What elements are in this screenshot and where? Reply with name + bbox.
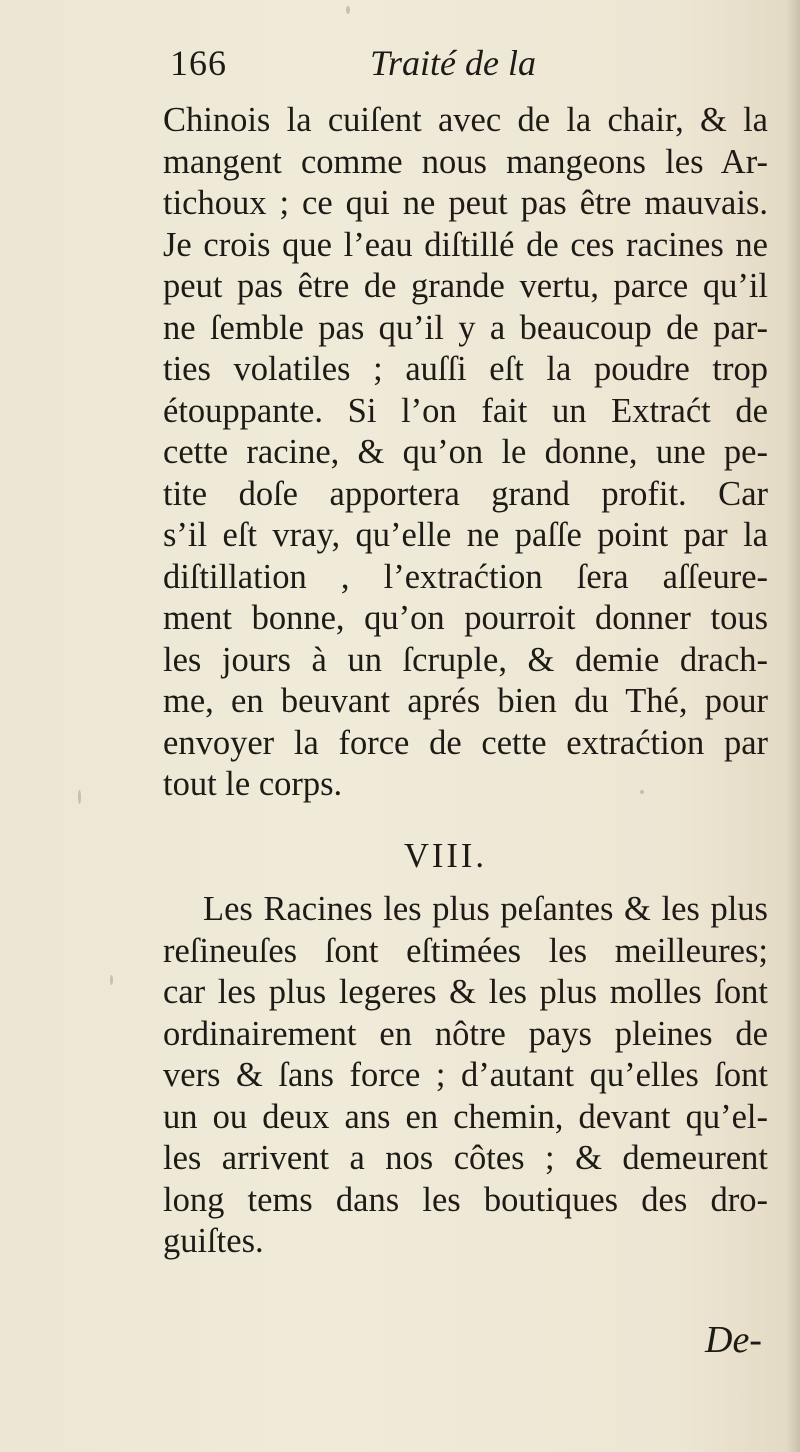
text-line: les arrivent a nos côtes ; & demeurent [163,1139,768,1177]
paper-speck [346,6,350,14]
page-header [170,42,590,92]
page-edge-shadow [786,0,800,1452]
text-line: peut pas être de grande vertu, parce qu’il [163,267,768,305]
paragraph-1 [163,100,768,806]
text-line: ne ſemble pas qu’il y a beaucoup de par- [163,308,768,347]
text-line: ties volatiles ; auſſi eſt la poudre trop [163,350,768,388]
text-line: Je crois que l’eau diſtillé de ces racines ne [163,225,768,264]
paper-speck [110,975,113,985]
paper-speck [640,790,644,794]
text-line: ordinairement en nôtre pays pleines de [163,1014,768,1053]
text-line: ment bonne, qu’on pourroit donner tous [163,599,768,637]
text-line: diſtillation , l’extraćtion ſera aſſeure- [163,557,768,596]
paragraph-2 [163,889,768,1263]
body-text [163,100,768,1263]
text-line: guiſtes. [163,1222,264,1260]
text-line: tite doſe apportera grand profit. Car [163,474,768,513]
text-line: Chinois la cuiſent avec de la chair, & la [163,101,768,139]
text-line: mangent comme nous mangeons les Ar- [163,142,768,181]
text-line: tout le corps. [163,765,343,803]
section-heading: VIII. [403,836,487,875]
paper-speck [78,790,81,804]
text-line: reſineuſes ſont eſtimées les meilleures; [163,931,768,970]
text-line: les jours à un ſcruple, & demie drach- [163,640,768,679]
text-line: étouppante. Si l’on fait un Extraćt de [163,391,768,430]
page-number: 166 [170,43,227,83]
text-line: me, en beuvant aprés bien du Thé, pour [163,682,768,720]
text-line: cette racine, & qu’on le donne, une pe- [163,433,768,471]
text-line: car les plus legeres & les plus molles ſont [163,973,768,1011]
text-line: vers & ſans force ; d’autant qu’elles ſont [163,1056,768,1094]
catchword: De- [705,1319,762,1361]
running-head: Traité de la [370,43,537,83]
text-line: envoyer la force de cette extraćtion par [163,723,768,762]
text-line: long tems dans les boutiques des dro- [163,1180,768,1219]
text-line: Les Racines les plus peſantes & les plus [203,890,768,928]
text-line: un ou deux ans en chemin, devant qu’el- [163,1097,768,1136]
text-line: s’il eſt vray, qu’elle ne paſſe point par la [163,516,768,554]
text-line: tichoux ; ce qui ne peut pas être mauvais. [163,184,768,222]
